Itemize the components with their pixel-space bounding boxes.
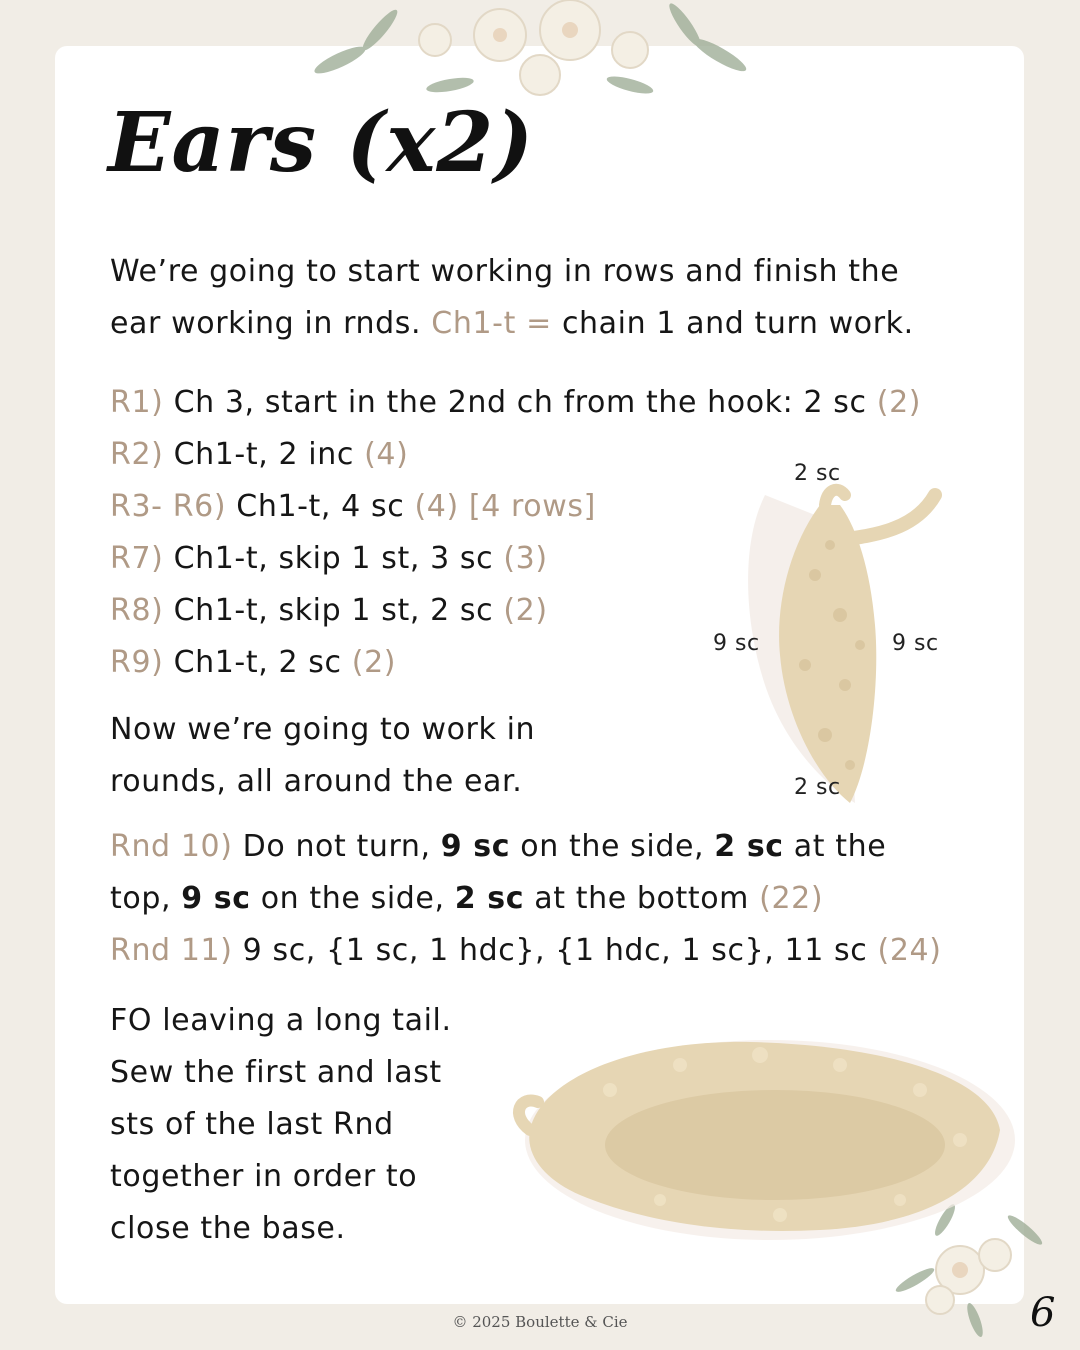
- rnd11-line: Rnd 11) 9 sc, {1 sc, 1 hdc}, {1 hdc, 1 sc}, 11 sc (24): [110, 933, 942, 968]
- finish-line: together in order to: [110, 1159, 418, 1194]
- floral-decoration-top: [300, 0, 780, 110]
- ear-bowl-photo: [520, 1020, 1020, 1250]
- rounds-note-line-1: Now we’re going to work in: [110, 712, 536, 747]
- row-instruction: R9) Ch1-t, 2 sc (2): [110, 645, 397, 680]
- ear-label-left: 9 sc: [713, 631, 760, 656]
- page-number: 6: [1030, 1290, 1056, 1336]
- row-instruction: R7) Ch1-t, skip 1 st, 3 sc (3): [110, 541, 548, 576]
- page-title: Ears (x2): [108, 95, 535, 191]
- finish-line: Sew the first and last: [110, 1055, 442, 1090]
- footer-copyright: © 2025 Boulette & Cie: [452, 1313, 628, 1331]
- intro-line-1: We’re going to start working in rows and finish the: [110, 254, 900, 289]
- row-instruction: R2) Ch1-t, 2 inc (4): [110, 437, 409, 472]
- finish-line: FO leaving a long tail.: [110, 1003, 452, 1038]
- row-instruction: R1) Ch 3, start in the 2nd ch from the hook: 2 sc (2): [110, 385, 922, 420]
- finish-line: close the base.: [110, 1211, 346, 1246]
- ear-label-top: 2 sc: [794, 461, 841, 486]
- rnd10-line-2: top, 9 sc on the side, 2 sc at the bottom (22): [110, 881, 824, 916]
- finish-line: sts of the last Rnd: [110, 1107, 394, 1142]
- ear-label-bottom: 2 sc: [794, 775, 841, 800]
- rounds-note-line-2: rounds, all around the ear.: [110, 764, 523, 799]
- rnd10-line-1: Rnd 10) Do not turn, 9 sc on the side, 2 sc at the: [110, 829, 887, 864]
- intro-line-2: ear working in rnds. Ch1-t = chain 1 and turn work.: [110, 306, 914, 341]
- row-instruction: R3- R6) Ch1-t, 4 sc (4) [4 rows]: [110, 489, 596, 524]
- row-instruction: R8) Ch1-t, skip 1 st, 2 sc (2): [110, 593, 548, 628]
- ear-label-right: 9 sc: [892, 631, 939, 656]
